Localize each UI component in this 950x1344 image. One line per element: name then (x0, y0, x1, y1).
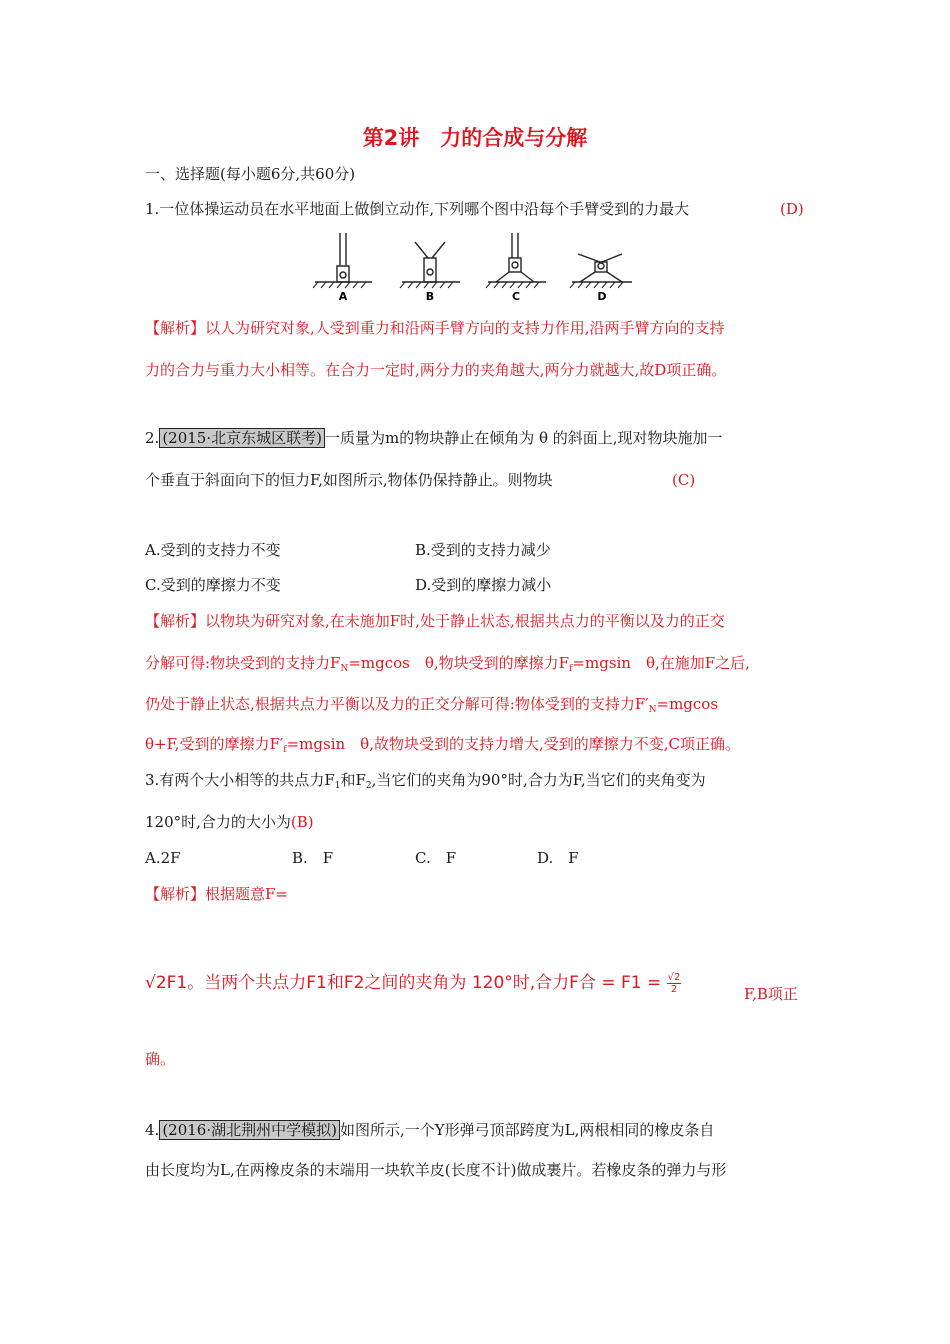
q1-text: 1.一位体操运动员在水平地面上做倒立动作,下列哪个图中沿每个手臂受到的力最大 (145, 200, 690, 218)
q2-analysis-line4: θ+F,受到的摩擦力$F'_f=mgsin$ θ,故物块受到的支持力增大,受到的摩擦力不变,C项正确。 (145, 735, 740, 755)
q3-formula-fraction: $\frac{√2}{2}$ (667, 971, 681, 995)
q3-formula-end: 确。 (145, 1050, 176, 1068)
q1-fig-label-c: C (511, 290, 521, 303)
q1-fig-label-d: D (597, 290, 607, 303)
q2-option-b: B.受到的支持力减少 (415, 541, 551, 559)
q2-text-2: 个垂直于斜面向下的恒力F,如图所示,物体仍保持静止。则物块 (145, 471, 553, 489)
q1-figure (310, 228, 640, 306)
q3-formula-tail: F,B项正 (744, 985, 798, 1003)
q2-num: 2. (145, 429, 160, 447)
q2-text-1: 一质量为m的物块静止在倾角为 θ 的斜面上,现对物块施加一 (324, 429, 723, 447)
section-heading: 一、选择题(每小题6分,共60分) (145, 165, 356, 183)
q4-line1: 4. (2016·湖北荆州中学模拟) 如图所示,一个Y形弹弓顶部跨度为L,两根相同的橡皮条自 (145, 1121, 715, 1139)
q3-line2: 120°时,合力的大小为(B) (145, 813, 314, 831)
q3-option-c: C. F (415, 849, 457, 867)
q2-option-d: D.受到的摩擦力减小 (415, 576, 552, 594)
q2-option-c: C.受到的摩擦力不变 (145, 576, 281, 594)
q1-answer: (D) (780, 200, 804, 218)
q2-source-tag: (2015·北京东城区联考) (159, 428, 325, 448)
q1-fig-label-a: A (338, 290, 348, 303)
q2-analysis-line3: 仍处于静止状态,根据共点力平衡以及力的正交分解可得:物体受到的支持力$F'_N=mgcos$ (145, 695, 719, 715)
q2-answer: (C) (672, 471, 696, 489)
q2-analysis-line2: 分解可得:物块受到的支持力$F_N=mgcos$ θ,物块受到的摩擦力$F_f=mgsin$ θ,在施加F之后, (145, 654, 750, 674)
q3-option-b: B. F (292, 849, 334, 867)
q3-option-d: D. F (537, 849, 579, 867)
q2-option-a: A.受到的支持力不变 (145, 541, 281, 559)
q4-source-tag: (2016·湖北荆州中学模拟) (159, 1120, 340, 1140)
q3-formula: √2F1。当两个共点力F1和F2之间的夹角为 120°时,合力F合 = F1 = $\frac{√2}{2}$ (145, 971, 681, 995)
q3-line1: 3.有两个大小相等的共点力$F_1$和$F_2$,当它们的夹角为90°时,合力为F,当它们的夹角变为 (145, 771, 706, 791)
q2-analysis-line1: 【解析】以物块为研究对象,在未施加F时,处于静止状态,根据共点力的平衡以及力的正交 (145, 612, 725, 630)
q1-fig-label-b: B (425, 290, 435, 303)
q2-line1 (145, 428, 723, 448)
q4-num: 4. (145, 1121, 160, 1139)
q3-analysis-head: 【解析】根据题意F= (145, 885, 288, 903)
q4-line2: 由长度均为L,在两橡皮条的末端用一块软羊皮(长度不计)做成裹片。若橡皮条的弹力与形 (145, 1161, 727, 1179)
q3-option-a: A.2F (145, 849, 181, 867)
page-title: 第2讲 力的合成与分解 (362, 126, 588, 150)
q1-analysis-line2: 力的合力与重力大小相等。在合力一定时,两分力的夹角越大,两分力就越大,故D项正确。 (145, 361, 727, 379)
q1-analysis-line1: 【解析】以人为研究对象,人受到重力和沿两手臂方向的支持力作用,沿两手臂方向的支持 (145, 319, 725, 337)
q3-answer: (B) (290, 813, 314, 831)
